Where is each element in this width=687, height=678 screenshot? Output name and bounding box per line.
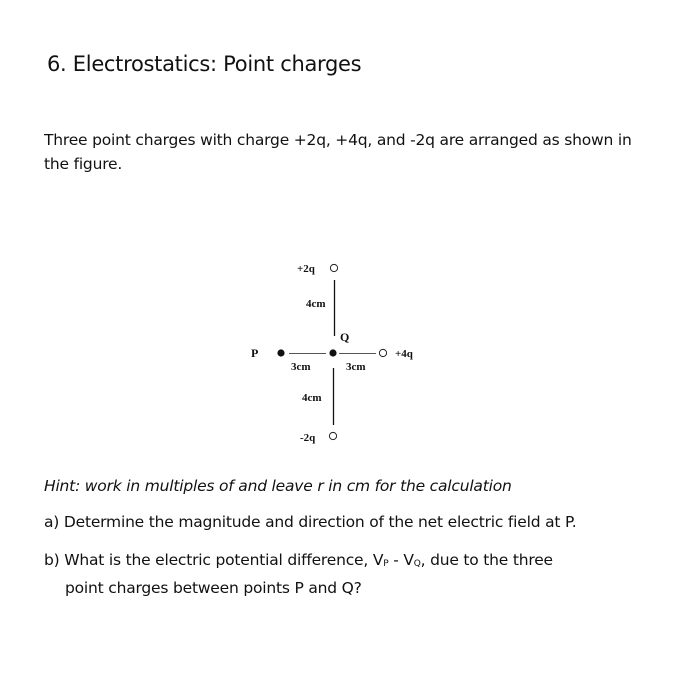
point-p-label: P	[251, 346, 259, 360]
question-b-suffix: , due to the three	[420, 551, 553, 569]
charge-right-label: +4q	[395, 348, 413, 360]
problem-intro: Three point charges with charge +2q, +4q, and -2q are arranged as shown in the figure.	[44, 131, 632, 173]
question-b-mid: - V	[388, 551, 414, 569]
charge-top-label: +2q	[297, 263, 315, 275]
hint-text: Hint: work in multiples of and leave r in cm for the calculation	[44, 477, 512, 495]
subscript-q: Q	[413, 559, 421, 569]
question-b-line2: point charges between points P and Q?	[65, 579, 362, 597]
point-q-label: Q	[340, 330, 350, 344]
charge-bottom-label: -2q	[300, 432, 316, 444]
question-b-line1	[44, 548, 553, 576]
problem-title: 6. Electrostatics: Point charges	[47, 52, 362, 76]
charge-right-circle	[379, 349, 386, 356]
charge-top-circle	[330, 264, 337, 271]
subscript-p: P	[383, 559, 389, 569]
dist-top-label: 4cm	[306, 298, 326, 310]
question-b	[44, 548, 553, 600]
dist-left-label: 3cm	[291, 361, 311, 373]
question-a: a) Determine the magnitude and direction of the net electric field at P.	[44, 513, 577, 531]
charge-bottom-circle	[329, 432, 336, 439]
question-b-prefix: b) What is the electric potential difference, V	[44, 551, 384, 569]
dist-bottom-label: 4cm	[302, 392, 322, 404]
point-q-dot	[329, 349, 336, 356]
dist-right-label: 3cm	[346, 361, 366, 373]
point-p-dot	[277, 349, 284, 356]
